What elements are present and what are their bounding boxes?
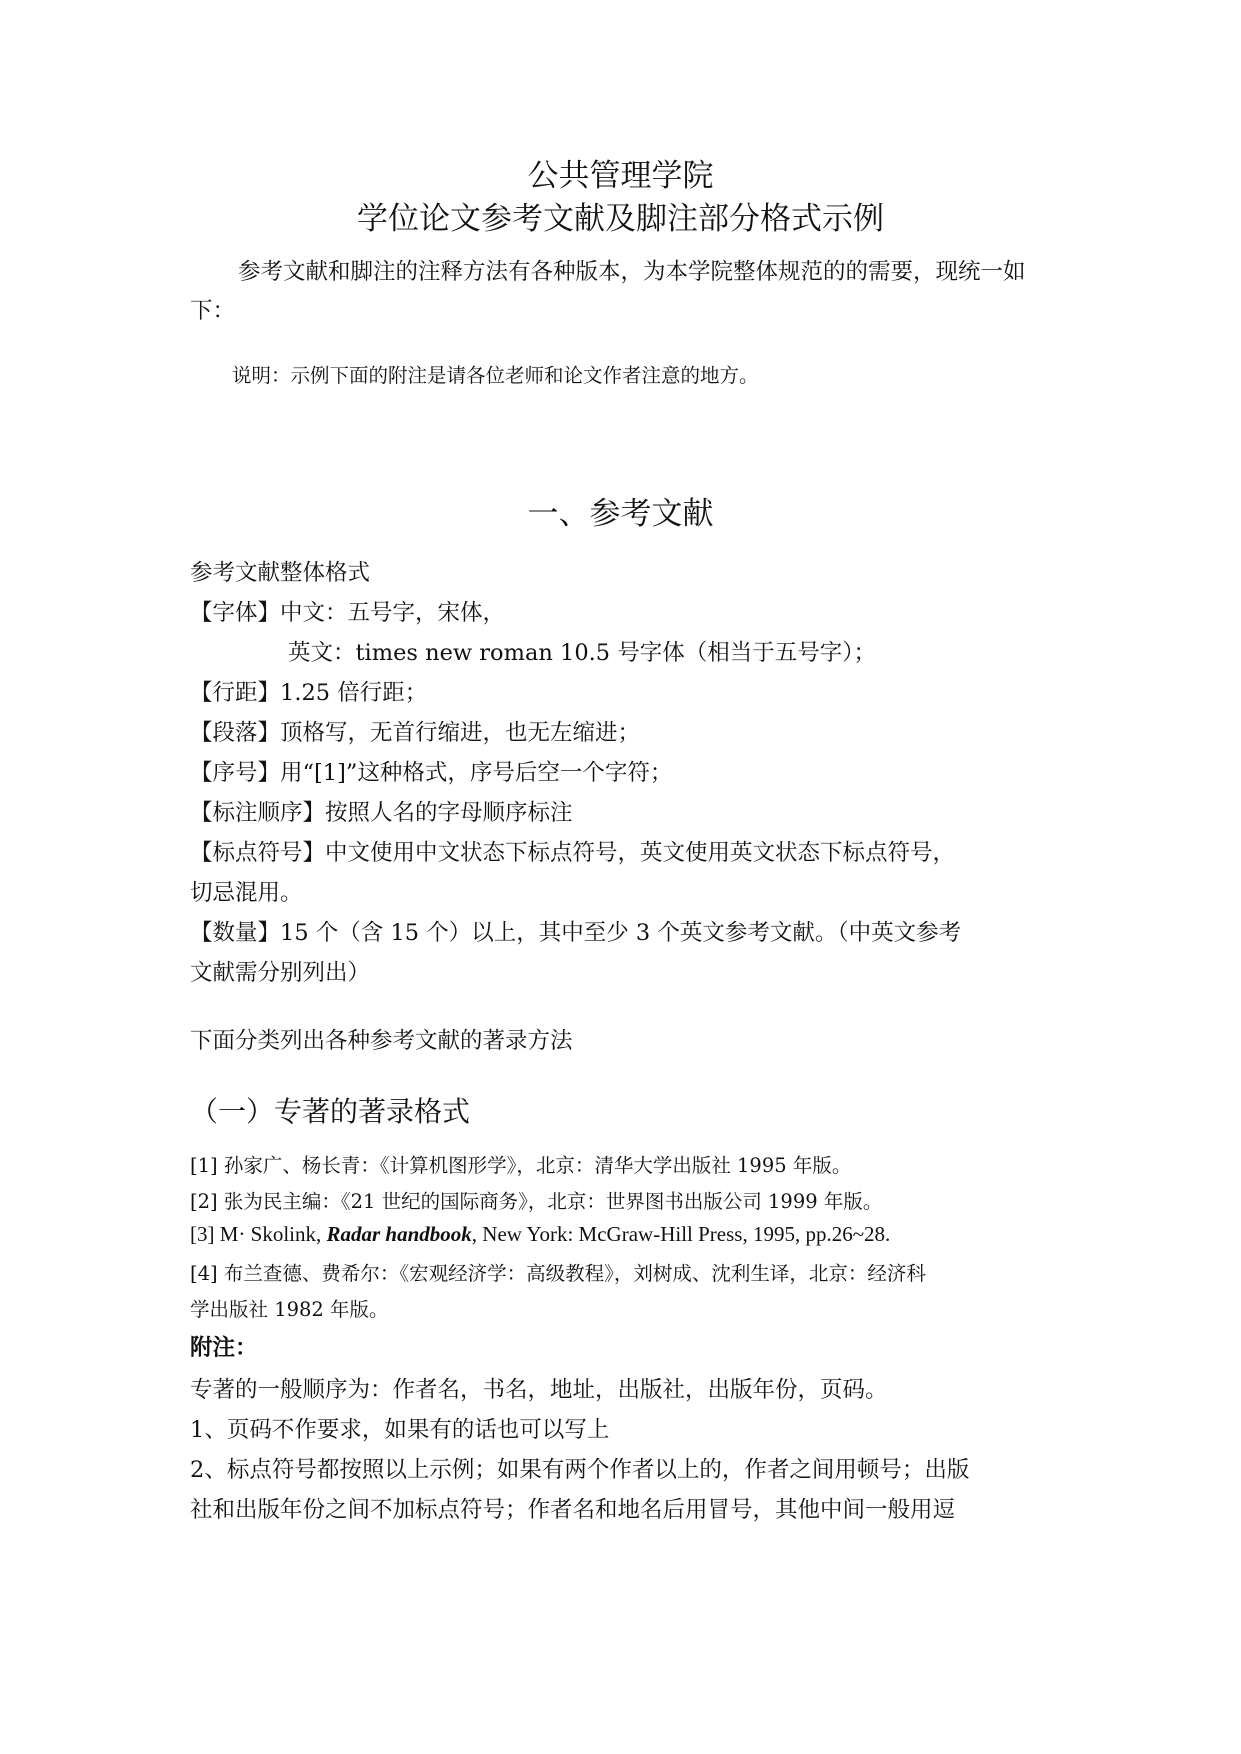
rule-line-spacing: 【行距】1.25 倍行距；	[190, 680, 428, 706]
note-line-2: 1、页码不作要求，如果有的话也可以写上	[190, 1417, 610, 1443]
reference-item-4: [4] 布兰查德、费希尔：《宏观经济学：高级教程》，刘树成、沈利生译，北京：经济科	[190, 1262, 926, 1285]
reference-3-title: Radar handbook	[326, 1222, 472, 1246]
rule-quantity: 【数量】15 个（含 15 个）以上，其中至少 3 个英文参考文献。（中英文参考	[190, 920, 962, 946]
reference-3-prefix: [3] M· Skolink,	[190, 1222, 327, 1246]
rule-quantity-cont: 文献需分别列出）	[190, 960, 371, 986]
section-heading-references: 一、参考文献	[527, 496, 714, 532]
rule-punctuation-cont: 切忌混用。	[190, 880, 303, 906]
reference-item-3	[190, 1222, 890, 1247]
document-title: 学位论文参考文献及脚注部分格式示例	[357, 201, 884, 237]
intro-paragraph: 参考文献和脚注的注释方法有各种版本，为本学院整体规范的的需要，现统一如下：	[190, 259, 1026, 324]
rule-paragraph: 【段落】顶格写，无首行缩进，也无左缩进；	[190, 720, 641, 746]
college-title: 公共管理学院	[527, 158, 714, 194]
rule-order: 【标注顺序】按照人名的字母顺序标注	[190, 800, 573, 826]
reference-item-1: [1] 孙家广、杨长青：《计算机图形学》，北京：清华大学出版社 1995 年版。	[190, 1154, 852, 1177]
rule-font-english: 英文：times new roman 10.5 号字体（相当于五号字）；	[288, 640, 876, 666]
note-line-4: 社和出版年份之间不加标点符号；作者名和地名后用冒号，其他中间一般用逗	[190, 1497, 956, 1523]
note-line-1: 专著的一般顺序为：作者名，书名，地址，出版社，出版年份，页码。	[190, 1377, 888, 1403]
reference-3-suffix: , New York: McGraw-Hill Press, 1995, pp.26~28.	[471, 1222, 891, 1246]
overall-format-label: 参考文献整体格式	[190, 560, 371, 586]
list-intro: 下面分类列出各种参考文献的著录方法	[190, 1028, 573, 1054]
reference-item-4-cont: 学出版社 1982 年版。	[190, 1298, 389, 1321]
subsection-heading-monographs: （一）专著的著录格式	[190, 1095, 471, 1128]
intro-note: 说明：示例下面的附注是请各位老师和论文作者注意的地方。	[232, 364, 759, 387]
rule-numbering: 【序号】用“[1]”这种格式，序号后空一个字符；	[190, 760, 673, 786]
rule-font: 【字体】中文：五号字，宋体，	[190, 600, 506, 626]
rule-punctuation: 【标点符号】中文使用中文状态下标点符号，英文使用英文状态下标点符号，	[190, 840, 956, 866]
note-label: 附注：	[190, 1335, 258, 1361]
note-line-3: 2、标点符号都按照以上示例；如果有两个作者以上的，作者之间用顿号；出版	[190, 1457, 970, 1483]
reference-item-2: [2] 张为民主编：《21 世纪的国际商务》，北京：世界图书出版公司 1999 年版。	[190, 1190, 883, 1213]
